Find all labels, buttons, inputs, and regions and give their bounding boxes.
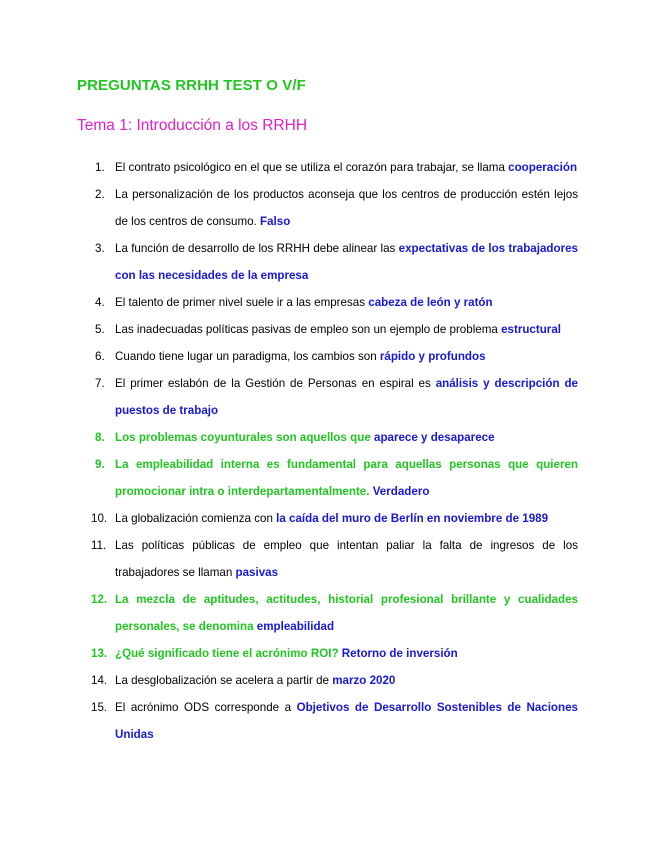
question-number: 10. [91, 512, 108, 525]
question-answer: Retorno de inversión [341, 647, 458, 660]
section-title: Tema 1: Introducción a los RRHH [77, 117, 308, 134]
question-item-highlighted [77, 451, 578, 505]
question-answer: Falso [260, 215, 291, 228]
question-number: 13. [91, 647, 108, 660]
question-item [77, 370, 578, 424]
question-answer: empleabilidad [256, 620, 335, 633]
question-text: ¿Qué significado tiene el acrónimo ROI? [115, 647, 342, 660]
question-item [77, 235, 578, 289]
question-answer: rápido y profundos [379, 350, 486, 363]
question-answer: pasivas [235, 566, 279, 579]
question-answer: Objetivos de Desarrollo Sostenibles de Naciones Unidas [115, 701, 578, 741]
question-answer: la caída del muro de Berlín en noviembre de 1989 [276, 512, 549, 525]
question-answer: marzo 2020 [332, 674, 396, 687]
question-item [77, 343, 578, 370]
question-text: Cuando tiene lugar un paradigma, los cambios son [115, 350, 380, 363]
question-answer: aparece y desaparece [374, 431, 495, 444]
question-text: La personalización de los productos aconseja que los centros de producción estén lejos de los centros de consumo. [115, 188, 578, 228]
question-item [77, 154, 578, 181]
question-number: 3. [95, 242, 105, 255]
question-answer: cooperación [508, 161, 578, 174]
question-text: El contrato psicológico en el que se utiliza el corazón para trabajar, se llama [115, 161, 509, 174]
question-list [77, 154, 578, 748]
question-text: El talento de primer nivel suele ir a las empresas [115, 296, 369, 309]
question-text: Los problemas coyunturales son aquellos que [115, 431, 374, 444]
question-number: 4. [95, 296, 105, 309]
question-item [77, 316, 578, 343]
question-text: La globalización comienza con [115, 512, 277, 525]
question-answer: expectativas de los trabajadores con las necesidades de la empresa [115, 242, 578, 282]
question-item [77, 289, 578, 316]
question-number: 1. [95, 161, 105, 174]
question-text: La empleabilidad interna es fundamental para aquellas personas que quieren promocionar intra o interdepartamentalmente. [115, 458, 578, 498]
question-item-highlighted [77, 640, 578, 667]
question-item [77, 667, 578, 694]
question-number: 11. [91, 539, 107, 552]
question-answer: análisis y descripción de puestos de trabajo [115, 377, 578, 417]
question-answer: cabeza de león y ratón [368, 296, 493, 309]
question-number: 6. [95, 350, 105, 363]
question-text: Las inadecuadas políticas pasivas de empleo son un ejemplo de problema [115, 323, 502, 336]
question-item [77, 694, 578, 748]
question-item [77, 532, 578, 586]
question-number: 5. [95, 323, 105, 336]
question-number: 2. [95, 188, 105, 201]
question-number: 15. [91, 701, 108, 714]
question-number: 9. [95, 458, 105, 471]
question-answer: Verdadero [372, 485, 430, 498]
question-text: La desglobalización se acelera a partir de [115, 674, 333, 687]
question-number: 7. [95, 377, 105, 390]
question-text: El acrónimo ODS corresponde a [115, 701, 297, 714]
question-answer: estructural [501, 323, 561, 336]
question-item [77, 505, 578, 532]
question-number: 12. [91, 593, 108, 606]
question-item-highlighted [77, 424, 578, 451]
document-title: PREGUNTAS RRHH TEST O V/F [77, 77, 306, 94]
question-item [77, 181, 578, 235]
question-text: La mezcla de aptitudes, actitudes, historial profesional brillante y cualidades personales, se denomina [115, 593, 578, 633]
question-number: 8. [95, 431, 105, 444]
question-item-highlighted [77, 586, 578, 640]
question-text: La función de desarrollo de los RRHH debe alinear las [115, 242, 399, 255]
question-number: 14. [91, 674, 108, 687]
question-text: Las políticas públicas de empleo que intentan paliar la falta de ingresos de los trabajadores se llaman [115, 539, 578, 579]
question-text: El primer eslabón de la Gestión de Personas en espiral es [115, 377, 436, 390]
